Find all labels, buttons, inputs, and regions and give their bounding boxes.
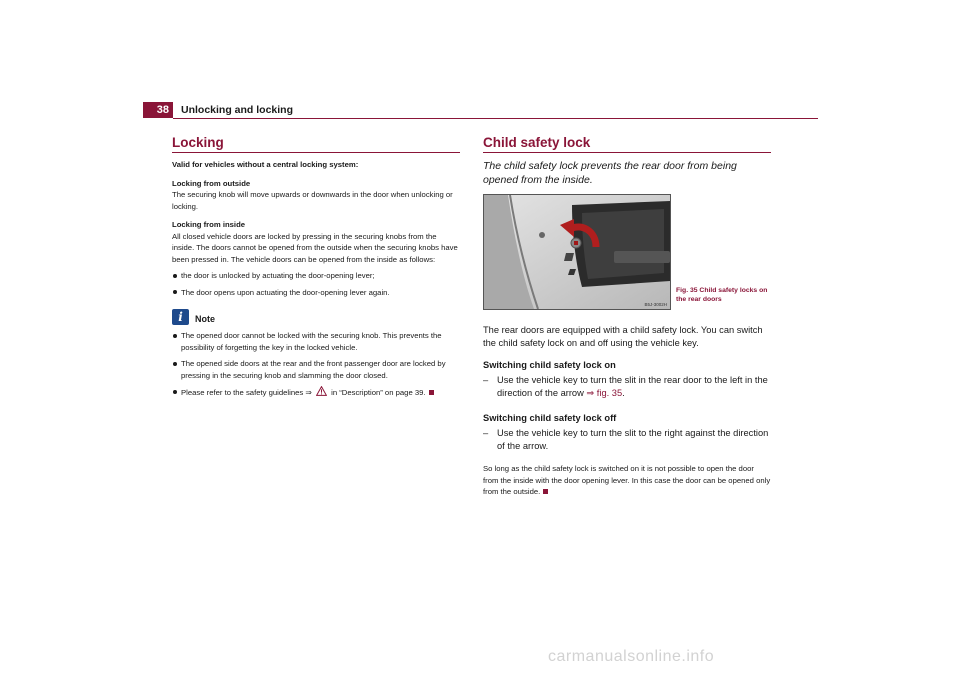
header-rule [173, 118, 818, 119]
cross-reference-arrow[interactable]: ⇒ [305, 388, 312, 397]
outside-text: The securing knob will move upwards or downwards in the door when unlocking or locking. [172, 190, 453, 211]
info-icon: i [172, 309, 189, 325]
child-lock-footnote [483, 463, 771, 498]
figure-caption: Fig. 35 Child safety locks on the rear doors [676, 287, 768, 303]
list-item: the door is unlocked by actuating the door-opening lever; [172, 270, 460, 282]
locking-column [172, 134, 460, 399]
footnote-text: So long as the child safety lock is switched on it is not possible to open the door from the inside with the door opening lever. In this case the door can be opened only from the outside. [483, 464, 771, 496]
list-item: The door opens upon actuating the door-opening lever again. [172, 287, 460, 299]
child-lock-heading: Child safety lock [483, 134, 771, 153]
figure-row [483, 194, 771, 310]
step-item: – Use the vehicle key to turn the slit to the right against the direction of the arrow. [483, 428, 769, 451]
note-item: The opened door cannot be locked with the securing knob. This prevents the possibility of forgetting the key in the locked vehicle. [172, 330, 460, 353]
warning-triangle-icon [316, 386, 327, 396]
child-lock-description: The rear doors are equipped with a child safety lock. You can switch the child safety lock on and off using the vehicle key. [483, 325, 763, 348]
step-text: Use the vehicle key to turn the slit in the rear door to the left in the direction of the arrow [497, 375, 768, 398]
lock-on-heading: Switching child safety lock on [483, 360, 616, 370]
page-header [143, 102, 818, 118]
note-ref-suffix: in “Description” on page 39. [331, 388, 426, 397]
figure-link[interactable]: ⇒ fig. 35 [586, 388, 623, 398]
watermark: carmanualsonline.info [548, 648, 715, 665]
end-of-section-icon [429, 390, 434, 395]
inside-heading: Locking from inside [172, 220, 246, 229]
section-title: Unlocking and locking [181, 104, 294, 116]
lock-off-heading: Switching child safety lock off [483, 413, 617, 423]
inside-text: All closed vehicle doors are locked by pressing in the securing knobs from the inside. The doors cannot be opened from the outside when the securing knobs have been pressed in. The vehicle doors can be opened from the inside as follows: [172, 231, 458, 264]
note-item-reference [172, 386, 460, 399]
child-lock-column [483, 134, 771, 498]
note-item: The opened side doors at the rear and the front passenger door are locked by pressing in the securing knob and slamming the door closed. [172, 358, 460, 381]
note-ref-prefix: Please refer to the safety guidelines [181, 388, 304, 397]
note-label: Note [195, 314, 215, 324]
end-of-section-icon [543, 489, 548, 494]
child-lock-intro: The child safety lock prevents the rear door from being opened from the inside. [483, 160, 737, 186]
step-end: . [622, 388, 625, 398]
applies-to: Valid for vehicles without a central locking system: [172, 160, 359, 169]
step-text: Use the vehicle key to turn the slit to the right against the direction of the arrow. [497, 428, 769, 451]
outside-heading: Locking from outside [172, 178, 251, 188]
step-item: – Use the vehicle key to turn the slit in the rear door to the left in the direction of the arrow ⇒ fig. 35. [483, 375, 768, 398]
page-number: 38 [143, 102, 173, 118]
locking-heading: Locking [172, 134, 460, 153]
door-illustration [484, 195, 670, 309]
figure-code: B5J-3002H [644, 302, 667, 307]
note-header [172, 309, 460, 325]
figure-child-safety-lock [483, 194, 671, 310]
